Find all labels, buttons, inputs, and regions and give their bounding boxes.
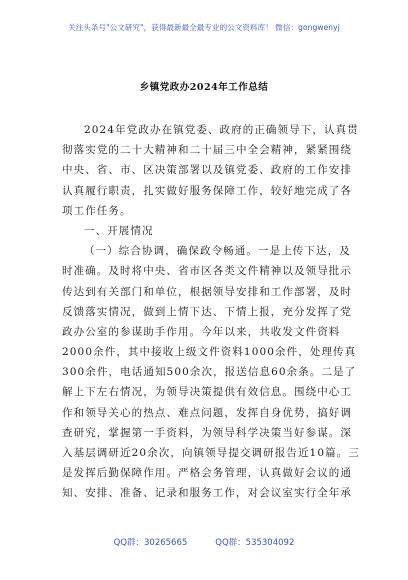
document-title: 乡镇党政办2024年工作总结 [139, 82, 269, 93]
body-line: 反馈落实情况，做到上情下达、下情上报，充分发挥了党 [62, 305, 352, 318]
body-line: 认真履行职责，扎实做好服务保障工作，较好地完成了各 [62, 184, 352, 197]
body-line: 300余件，电话通知500余次，报送信息60余条。二是了 [62, 366, 357, 379]
body-line: （一）综合协调，确保政令畅通。一是上传下达，及 [84, 245, 351, 258]
footer-contact [0, 536, 408, 548]
body-line: 查研究，掌握第一手资料，为领导科学决策当好参谋。深 [62, 426, 352, 439]
body-line: 知、安排、准备、记录和服务工作，对会议室实行全年承 [62, 487, 352, 500]
document-body [62, 120, 360, 504]
footer-qq-group-2: QQ群：535304092 [215, 538, 295, 548]
body-line: 中央、省、市、区决策部署以及镇党委、政府的工作安排 [62, 164, 352, 177]
body-line: 入基层调研近20余次，向镇领导提交调研报告近10篇。三 [62, 447, 360, 459]
body-line: 政办公室的参谋助手作用。今年以来，共收发文件资料 [62, 325, 341, 338]
body-line: 2000余件，其中接收上级文件资料1000余件，处理传真 [62, 346, 357, 359]
body-line: 解上下左右情况，为领导决策提供有效信息。围绕中心工 [62, 386, 352, 399]
body-line: 是发挥后勤保障作用。严格会务管理，认真做好会议的通 [62, 467, 352, 480]
footer-qq-group-1: QQ群：30265665 [113, 538, 188, 548]
body-line: 2024年党政办在镇党委、政府的正确领导下，认真贯 [84, 124, 359, 136]
body-line: 作和领导关心的热点、难点问题，发挥自身优势，搞好调 [62, 406, 352, 419]
body-line: 项工作任务。 [62, 204, 132, 217]
section-heading: 一、开展情况 [84, 224, 154, 237]
header-promo-note: 关注头条号"公文研究"，获得最新最全最专业的公文资料库！ 微信：gongwenyj [68, 23, 340, 32]
body-line: 传达到有关部门和单位，根据领导安排和工作部署，及时 [62, 285, 352, 298]
body-line: 时准确。及时将中央、省市区各类文件精神以及领导批示 [62, 265, 352, 278]
body-line: 彻落实党的二十大精神和二十届三中全会精神，紧紧围绕 [62, 144, 352, 157]
